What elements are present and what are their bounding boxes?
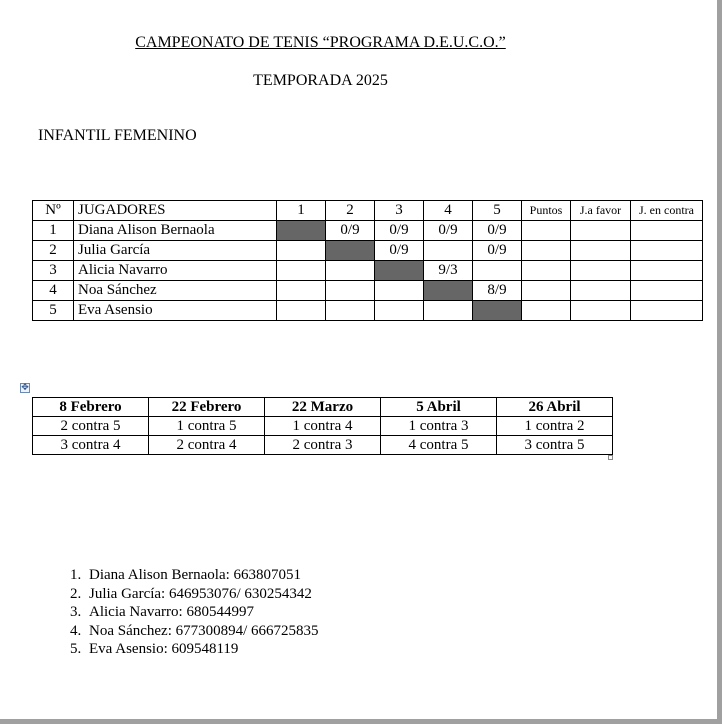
schedule-match[interactable]: 2 contra 3 [265, 436, 381, 455]
schedule-match[interactable]: 2 contra 5 [33, 417, 149, 436]
player-number[interactable]: 5 [33, 301, 74, 321]
standings-row [33, 261, 703, 281]
games-against-cell[interactable] [631, 281, 703, 301]
list-item[interactable]: 5. Eva Asensio: 609548119 [85, 640, 319, 659]
player-name[interactable]: Noa Sánchez [74, 281, 277, 301]
schedule-match[interactable]: 3 contra 4 [33, 436, 149, 455]
header-game-1: 1 [277, 201, 326, 221]
game-result[interactable] [424, 301, 473, 321]
games-against-cell[interactable] [631, 261, 703, 281]
game-result[interactable] [277, 241, 326, 261]
schedule-match[interactable]: 2 contra 4 [149, 436, 265, 455]
category-heading: INFANTIL FEMENINO [38, 127, 197, 144]
game-result[interactable] [326, 281, 375, 301]
standings-table[interactable] [32, 200, 703, 321]
points-cell[interactable] [522, 301, 571, 321]
games-against-cell[interactable] [631, 301, 703, 321]
schedule-match[interactable]: 1 contra 4 [265, 417, 381, 436]
schedule-dates-row [33, 398, 613, 417]
game-result[interactable]: 8/9 [473, 281, 522, 301]
list-item[interactable]: 3. Alicia Navarro: 680544997 [85, 603, 319, 622]
header-game-5: 5 [473, 201, 522, 221]
document-title: CAMPEONATO DE TENIS “PROGRAMA D.E.U.C.O.” [135, 34, 506, 51]
games-for-cell[interactable] [571, 281, 631, 301]
game-result[interactable]: 0/9 [326, 221, 375, 241]
game-result[interactable] [375, 281, 424, 301]
schedule-date[interactable]: 26 Abril [497, 398, 613, 417]
games-against-cell[interactable] [631, 241, 703, 261]
header-players: JUGADORES [74, 201, 277, 221]
shaded-cell [277, 221, 326, 241]
schedule-date[interactable]: 8 Febrero [33, 398, 149, 417]
schedule-row [33, 436, 613, 455]
game-result[interactable]: 0/9 [424, 221, 473, 241]
list-item[interactable]: 4. Noa Sánchez: 677300894/ 666725835 [85, 622, 319, 641]
shaded-cell [473, 301, 522, 321]
schedule-match[interactable]: 1 contra 5 [149, 417, 265, 436]
game-result[interactable]: 0/9 [375, 221, 424, 241]
game-result[interactable] [277, 261, 326, 281]
standings-row [33, 281, 703, 301]
player-number[interactable]: 4 [33, 281, 74, 301]
game-result[interactable]: 0/9 [473, 241, 522, 261]
player-name[interactable]: Alicia Navarro [74, 261, 277, 281]
game-result[interactable] [424, 241, 473, 261]
header-number: Nº [33, 201, 74, 221]
player-name[interactable]: Julia García [74, 241, 277, 261]
game-result[interactable] [473, 261, 522, 281]
standings-row [33, 241, 703, 261]
standings-header-row [33, 201, 703, 221]
standings-row [33, 301, 703, 321]
header-games-against: J. en contra [631, 201, 703, 221]
list-item[interactable]: 2. Julia García: 646953076/ 630254342 [85, 585, 319, 604]
schedule-date[interactable]: 22 Febrero [149, 398, 265, 417]
points-cell[interactable] [522, 281, 571, 301]
contact-list [60, 566, 319, 659]
game-result[interactable] [326, 301, 375, 321]
header-game-2: 2 [326, 201, 375, 221]
standings-row [33, 221, 703, 241]
header-games-for: J.a favor [571, 201, 631, 221]
schedule-match[interactable]: 4 contra 5 [381, 436, 497, 455]
points-cell[interactable] [522, 261, 571, 281]
game-result[interactable] [277, 301, 326, 321]
game-result[interactable] [326, 261, 375, 281]
player-name[interactable]: Eva Asensio [74, 301, 277, 321]
games-for-cell[interactable] [571, 221, 631, 241]
header-points: Puntos [522, 201, 571, 221]
move-arrows-icon[interactable]: ✥ [21, 383, 29, 393]
season-heading: TEMPORADA 2025 [253, 72, 388, 89]
game-result[interactable]: 0/9 [473, 221, 522, 241]
game-result[interactable]: 9/3 [424, 261, 473, 281]
schedule-date[interactable]: 5 Abril [381, 398, 497, 417]
points-cell[interactable] [522, 221, 571, 241]
player-number[interactable]: 1 [33, 221, 74, 241]
player-name[interactable]: Diana Alison Bernaola [74, 221, 277, 241]
points-cell[interactable] [522, 241, 571, 261]
header-game-3: 3 [375, 201, 424, 221]
page-edge-right [717, 0, 722, 724]
shaded-cell [326, 241, 375, 261]
list-item[interactable]: 1. Diana Alison Bernaola: 663807051 [85, 566, 319, 585]
shaded-cell [424, 281, 473, 301]
schedule-match[interactable]: 3 contra 5 [497, 436, 613, 455]
game-result[interactable] [277, 281, 326, 301]
schedule-match[interactable]: 1 contra 2 [497, 417, 613, 436]
games-for-cell[interactable] [571, 261, 631, 281]
game-result[interactable]: 0/9 [375, 241, 424, 261]
player-number[interactable]: 2 [33, 241, 74, 261]
schedule-table[interactable] [32, 397, 613, 455]
shaded-cell [375, 261, 424, 281]
schedule-row [33, 417, 613, 436]
schedule-date[interactable]: 22 Marzo [265, 398, 381, 417]
page-edge-bottom [0, 719, 722, 724]
schedule-match[interactable]: 1 contra 3 [381, 417, 497, 436]
game-result[interactable] [375, 301, 424, 321]
header-game-4: 4 [424, 201, 473, 221]
games-against-cell[interactable] [631, 221, 703, 241]
games-for-cell[interactable] [571, 301, 631, 321]
games-for-cell[interactable] [571, 241, 631, 261]
player-number[interactable]: 3 [33, 261, 74, 281]
resize-handle-icon[interactable] [608, 455, 613, 460]
